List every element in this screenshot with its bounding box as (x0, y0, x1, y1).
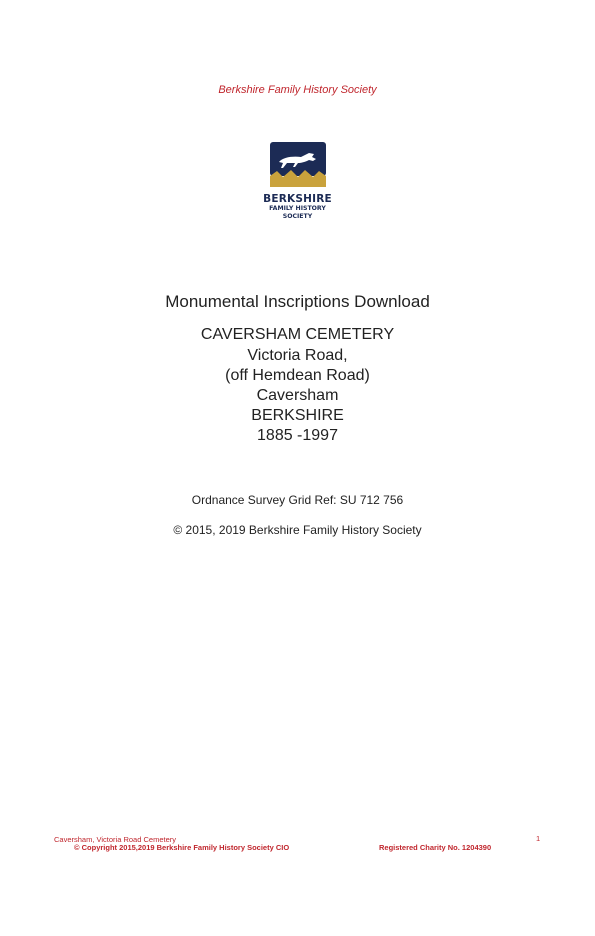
address-line: Caversham (256, 387, 339, 404)
address-line: Victoria Road, (247, 347, 348, 364)
grid-reference: Ordnance Survey Grid Ref: SU 712 756 (191, 493, 404, 507)
logo-text-family-history: FAMILY HISTORY (269, 205, 326, 212)
logo-text-society: SOCIETY (282, 213, 313, 220)
address-line: (off Hemdean Road) (225, 367, 370, 384)
footer-page-number: 1 (536, 834, 541, 843)
footer-location: Caversham, Victoria Road Cemetery (54, 835, 176, 844)
header-society-name: Berkshire Family History Society (218, 84, 377, 96)
society-logo (0, 140, 595, 224)
copyright-notice: © 2015, 2019 Berkshire Family History Society (173, 523, 422, 537)
cemetery-name: CAVERSHAM CEMETERY (200, 326, 395, 343)
footer-copyright: © Copyright 2015,2019 Berkshire Family History Society CIO (74, 843, 290, 852)
address-line: BERKSHIRE (251, 407, 344, 424)
date-range: 1885 -1997 (257, 427, 338, 444)
white-horse-crest-icon (243, 140, 353, 192)
footer-charity-number: Registered Charity No. 1204390 (379, 843, 492, 852)
logo-text-berkshire: BERKSHIRE (263, 193, 332, 205)
document-title: Monumental Inscriptions Download (165, 292, 430, 311)
